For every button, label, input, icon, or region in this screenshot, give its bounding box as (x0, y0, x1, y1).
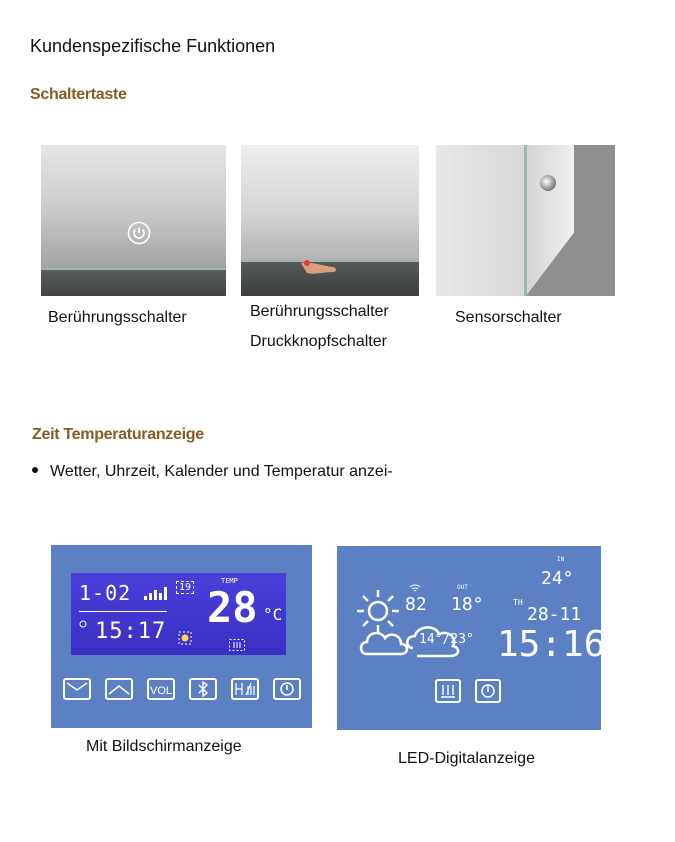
screen-display-panel (51, 545, 312, 728)
feature-bullet (32, 463, 393, 481)
page-heading: Kundenspezifische Funktionen (30, 36, 276, 56)
section-title-switch: Schaltertaste (30, 86, 127, 103)
caption-led-display: LED-Digitalanzeige (398, 750, 535, 767)
in-temp: 24° (541, 568, 574, 589)
in-label: IN (557, 556, 565, 563)
bluetooth-button[interactable] (189, 678, 217, 700)
power-button[interactable] (273, 678, 301, 700)
caption-touch-switch: Berührungsschalter (48, 309, 187, 326)
caption-screen-display: Mit Bildschirmanzeige (86, 738, 242, 755)
light-icon (178, 631, 192, 645)
caption-sensor-switch: Sensorschalter (455, 309, 562, 326)
power-icon (275, 680, 299, 698)
bullet-text: Wetter, Uhrzeit, Kalender und Temperatur anzei- (50, 463, 393, 480)
defog-icon (437, 681, 459, 701)
hand-icon (299, 259, 339, 279)
sensor-switch-photo (436, 145, 615, 296)
lcd-day: 19 (176, 581, 194, 594)
touch-switch-photo (41, 145, 226, 296)
out-label: OUT (457, 584, 468, 591)
lcd-time: 15:17 (95, 619, 167, 644)
out-temp: 18° (451, 594, 484, 615)
weekday: TH (513, 598, 523, 607)
mail-icon (65, 680, 89, 698)
power-icon (127, 221, 151, 245)
power-button[interactable] (475, 679, 501, 703)
equalizer-icon (143, 585, 169, 601)
up-icon (107, 680, 131, 698)
hand-sensor-photo (241, 145, 419, 296)
humidity: 82 (405, 594, 427, 615)
defog-button[interactable] (435, 679, 461, 703)
knob-icon (540, 175, 556, 191)
lcd-temp-unit: °C (263, 605, 283, 624)
caption-push-button: Druckknopfschalter (250, 333, 387, 350)
lcd-temp-label: TEMP (221, 577, 238, 585)
defog-button[interactable] (231, 678, 259, 700)
lcd-date: 1-02 (79, 581, 132, 605)
temp-range: 14°/23° (419, 632, 474, 647)
lcd-temp: 28 (207, 583, 258, 632)
date: 28-11 (527, 604, 582, 625)
mail-button[interactable] (63, 678, 91, 700)
defog-icon (233, 680, 257, 698)
wifi-icon (409, 584, 421, 593)
power-icon (477, 681, 499, 701)
clock-icon (79, 620, 87, 628)
heat-icon (229, 639, 245, 651)
clock-time: 15:16 (497, 624, 606, 665)
section-title-time-temp: Zeit Temperaturanzeige (32, 426, 204, 443)
caption-touch-switch-2: Berührungsschalter (250, 303, 389, 320)
volume-button[interactable]: VOL (147, 678, 175, 700)
led-display-panel (337, 546, 606, 730)
bluetooth-icon (191, 680, 215, 698)
bullet-dot (32, 467, 38, 473)
up-button[interactable] (105, 678, 133, 700)
lcd-screen (71, 573, 286, 655)
